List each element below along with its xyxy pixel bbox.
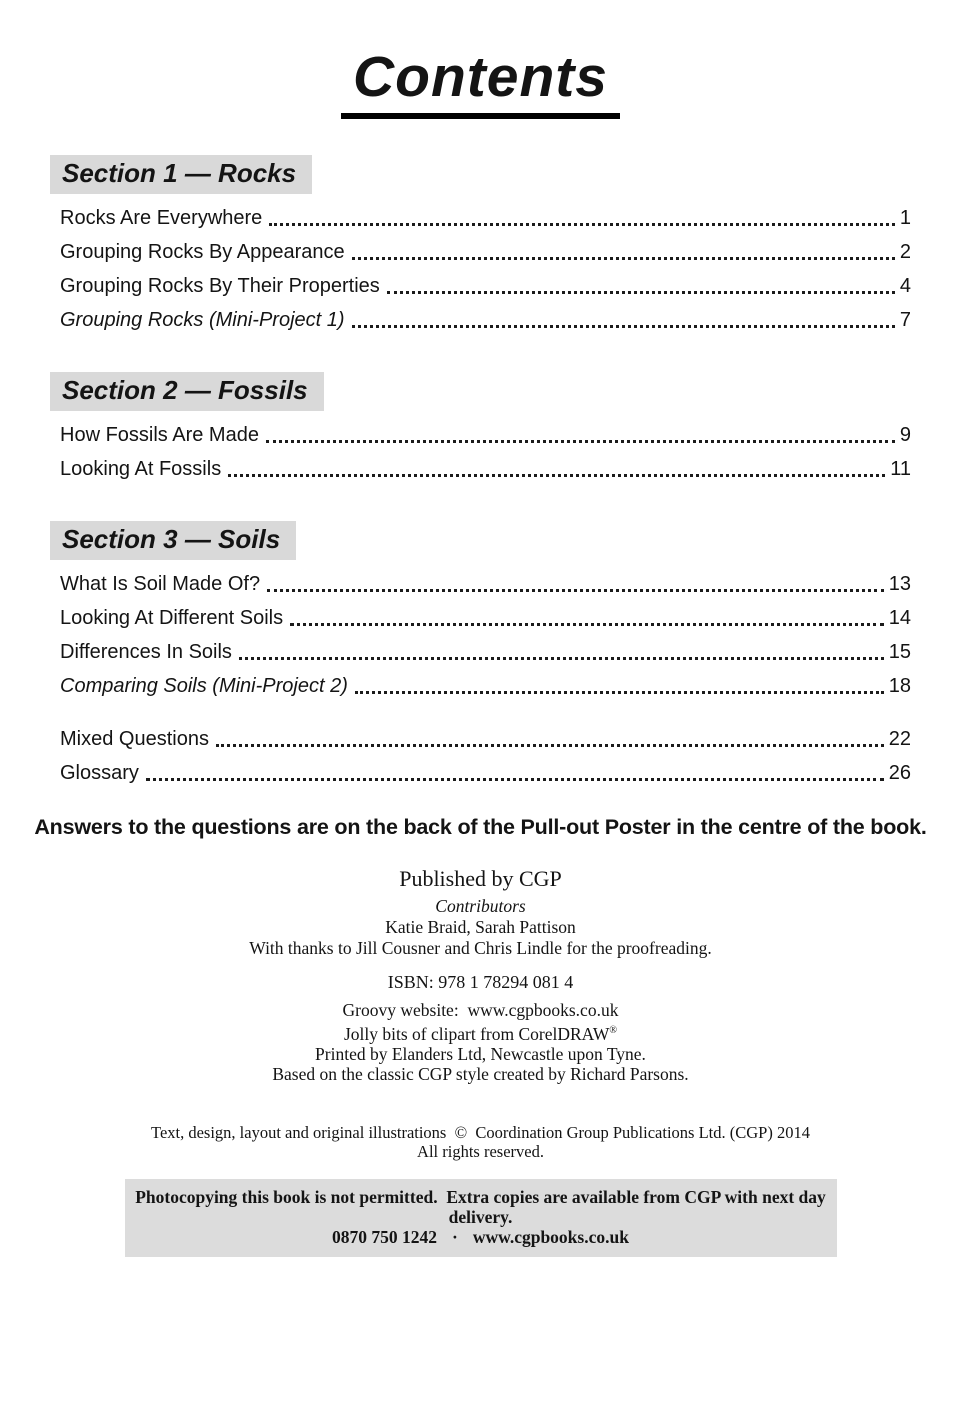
toc-entry-label: Rocks Are Everywhere — [60, 207, 263, 229]
toc-entry-label: Grouping Rocks (Mini-Project 1) — [60, 309, 345, 331]
dot-leader — [348, 675, 889, 698]
footer-separator-dot: · — [452, 1226, 458, 1247]
toc-entry-label: Grouping Rocks By Their Properties — [60, 275, 380, 297]
toc-entry — [60, 675, 911, 698]
toc-section — [0, 521, 961, 698]
based-on-line: Based on the classic CGP style created by Richard Parsons. — [272, 1064, 689, 1085]
toc-entry — [60, 424, 911, 447]
copyright-block — [0, 1123, 961, 1162]
dot-leader — [259, 424, 900, 447]
section-heading: Section 3 — Soils — [50, 521, 296, 560]
footer-photocopy-line: Photocopying this book is not permitted. Extra copies are available from CGP with next day delivery. — [135, 1186, 831, 1227]
toc-section — [0, 155, 961, 332]
toc-page-number: 1 — [899, 207, 911, 229]
website-line: Groovy website: www.cgpbooks.co.uk — [342, 1000, 619, 1020]
dot-leader — [139, 762, 889, 785]
toc-page-number: 26 — [888, 762, 911, 784]
thanks-line: With thanks to Jill Cousner and Chris Lindle for the proofreading. — [249, 937, 712, 958]
dot-leader — [221, 458, 890, 481]
toc-page-number: 13 — [888, 573, 911, 595]
isbn-line: ISBN: 978 1 78294 081 4 — [387, 972, 574, 992]
dot-leader — [345, 241, 900, 264]
toc-entry — [60, 728, 911, 751]
toc-extra-entries — [0, 728, 961, 785]
clipart-line — [0, 1021, 961, 1044]
dot-leader — [209, 728, 889, 751]
dot-leader — [345, 309, 900, 332]
toc-entry-label: Glossary — [60, 762, 139, 784]
printed-by-line: Printed by Elanders Ltd, Newcastle upon Tyne. — [315, 1043, 646, 1064]
toc-entry — [60, 762, 911, 785]
section-heading: Section 1 — Rocks — [50, 155, 312, 194]
rights-reserved-line: All rights reserved. — [417, 1142, 544, 1162]
dot-leader — [380, 275, 900, 298]
dot-leader — [260, 573, 889, 596]
title-wrap — [0, 44, 961, 119]
toc-section — [0, 372, 961, 481]
toc-entry-label: Differences In Soils — [60, 641, 232, 663]
toc-page-number: 2 — [899, 241, 911, 263]
table-of-contents — [0, 155, 961, 698]
toc-page-number: 11 — [890, 458, 911, 480]
toc-entry-label: What Is Soil Made Of? — [60, 573, 261, 595]
contents-page — [0, 44, 961, 1257]
toc-entry-label: Comparing Soils (Mini-Project 2) — [60, 675, 348, 697]
footer-contact-line — [135, 1227, 827, 1247]
footer-website: www.cgpbooks.co.uk — [472, 1226, 629, 1247]
publisher-block — [0, 866, 961, 1085]
toc-entry-label: How Fossils Are Made — [60, 424, 259, 446]
toc-page-number: 7 — [899, 309, 911, 331]
toc-entry-label: Looking At Different Soils — [60, 607, 284, 629]
page-title: Contents — [341, 44, 620, 119]
copyright-line: Text, design, layout and original illustrations © Coordination Group Publications Ltd. (CGP) 2014 — [151, 1122, 810, 1142]
answers-note: Answers to the questions are on the back of the Pull-out Poster in the centre of the book. — [34, 815, 927, 839]
published-by-line: Published by CGP — [399, 866, 562, 891]
clipart-text: Jolly bits of clipart from CorelDRAW — [343, 1023, 610, 1044]
toc-entry-label: Looking At Fossils — [60, 458, 222, 480]
toc-entry — [60, 309, 911, 332]
dot-leader — [262, 207, 900, 230]
toc-page-number: 18 — [888, 675, 911, 697]
section-heading: Section 2 — Fossils — [50, 372, 324, 411]
toc-page-number: 15 — [888, 641, 911, 663]
toc-page-number: 4 — [899, 275, 911, 297]
contributors-names: Katie Braid, Sarah Pattison — [385, 917, 576, 937]
registered-trademark-symbol: ® — [609, 1024, 618, 1036]
toc-entry — [60, 207, 911, 230]
footer-phone: 0870 750 1242 — [332, 1226, 438, 1247]
dot-leader — [232, 641, 889, 664]
toc-entry — [60, 458, 911, 481]
dot-leader — [283, 607, 889, 630]
toc-entry-label: Mixed Questions — [60, 728, 209, 750]
toc-entry — [60, 573, 911, 596]
toc-page-number: 9 — [899, 424, 911, 446]
toc-page-number: 14 — [888, 607, 911, 629]
toc-entry-label: Grouping Rocks By Appearance — [60, 241, 345, 263]
toc-entry — [60, 275, 911, 298]
toc-entry — [60, 641, 911, 664]
toc-entry — [60, 241, 911, 264]
contributors-heading: Contributors — [435, 896, 526, 916]
toc-page-number: 22 — [888, 728, 911, 750]
footer-bar — [125, 1179, 837, 1257]
toc-entry — [60, 607, 911, 630]
